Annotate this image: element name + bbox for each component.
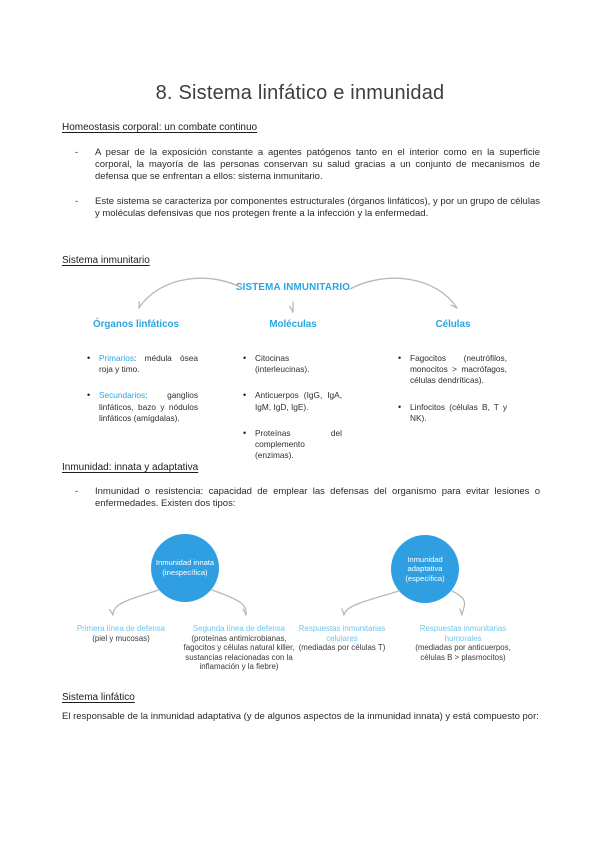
list-item — [242, 428, 342, 462]
column-heading-organos: Órganos linfáticos — [92, 319, 179, 330]
list-item-lead: Secundarios — [99, 390, 146, 401]
list-item — [242, 353, 342, 375]
leaf-subtitle: (piel y mucosas) — [92, 633, 150, 643]
section-heading-sistema-inmunitario: Sistema inmunitario — [62, 255, 150, 266]
bullet-item — [75, 486, 540, 510]
list-item-text: Linfocitos (células B, T y NK). — [410, 401, 507, 423]
bullet-text: Este sistema se caracteriza por componentes estructurales (órganos linfáticos), y por un grupo de células y moléculas defensivas que nos protegen frente a la infección y la enfermedad. — [95, 196, 540, 219]
column-list-organos — [86, 353, 198, 439]
leaf-subtitle: (mediadas por anticuerpos, células B > plasmocitos) — [415, 643, 511, 662]
diagram-leaf-respuestas-humorales — [402, 624, 524, 662]
bullet-text: A pesar de la exposición constante a agentes patógenos tanto en el interior como en la superficie corporal, la mayoría de las personas conservan su salud gracias a un conjunto de mecanismos de defensa que se enfrentan a ellos: sistema inmunitario. — [95, 147, 540, 182]
diagram-leaf-respuestas-celulares — [286, 624, 398, 653]
list-item — [397, 402, 507, 424]
diagram-root-label: SISTEMA INMUNITARIO — [235, 282, 351, 293]
bullet-text: Inmunidad o resistencia: capacidad de emplear las defensas del organismo para evitar lesiones o enfermedades. Existen dos tipos: — [95, 486, 540, 509]
section-heading-sistema-linfatico: Sistema linfático — [62, 692, 135, 703]
column-heading-moleculas: Moléculas — [269, 319, 317, 330]
list-item-text: Anticuerpos (IgG, IgA, IgM, IgD, IgE). — [255, 390, 342, 412]
leaf-subtitle: (proteínas antimicrobianas, fagocitos y células natural killer, sustancias relacionadas con la inflamación y la fiebre) — [183, 633, 295, 672]
dash-bullet-icon — [75, 147, 95, 183]
bullet-item — [75, 147, 540, 183]
column-list-moleculas — [242, 353, 342, 476]
diagram-node-inmunidad-innata: Inmunidad innata (inespecífica) — [151, 534, 219, 602]
dash-bullet-icon — [75, 196, 95, 220]
bullet-item — [75, 196, 540, 220]
diagram-node-inmunidad-adaptativa: Inmunidad adaptativa (específica) — [391, 535, 459, 603]
list-item — [86, 390, 198, 424]
dash-bullet-icon — [75, 486, 95, 510]
leaf-title: Respuestas inmunitarias celulares — [298, 624, 386, 643]
column-list-celulas — [397, 353, 507, 439]
page-title: 8. Sistema linfático e inmunidad — [155, 82, 445, 104]
list-item — [397, 353, 507, 387]
leaf-title: Primera línea de defensa — [76, 624, 166, 633]
section-heading-homeostasis: Homeostasis corporal: un combate continuo — [62, 122, 258, 133]
section-heading-inmunidad: Inmunidad: innata y adaptativa — [62, 462, 199, 473]
leaf-subtitle: (mediadas por células T) — [298, 643, 386, 653]
paragraph-sistema-linfatico: El responsable de la inmunidad adaptativa (y de algunos aspectos de la inmunidad innata) y está compuesto por: — [62, 711, 539, 722]
column-heading-celulas: Células — [435, 319, 471, 330]
list-item-lead: Primarios — [99, 353, 135, 363]
list-item-text: Fagocitos (neutrófilos, monocitos > macrófagos, células dendríticas). — [410, 353, 507, 386]
list-item — [242, 390, 342, 412]
diagram-leaf-segunda-linea — [176, 624, 302, 672]
list-item-text: Proteínas del complemento (enzimas). — [255, 427, 342, 461]
list-item-text: Citocinas (interleucinas). — [255, 353, 310, 375]
list-item — [86, 353, 198, 375]
diagram-leaf-primera-linea — [60, 624, 182, 643]
leaf-title: Segunda línea de defensa — [192, 624, 286, 633]
leaf-title: Respuestas inmunitarias humorales — [419, 624, 507, 643]
list-item-text: : ganglios linfáticos, bazo y nódulos linfáticos (amígdalas). — [99, 390, 198, 423]
list-item-text: : médula ósea roja y timo. — [99, 353, 198, 375]
